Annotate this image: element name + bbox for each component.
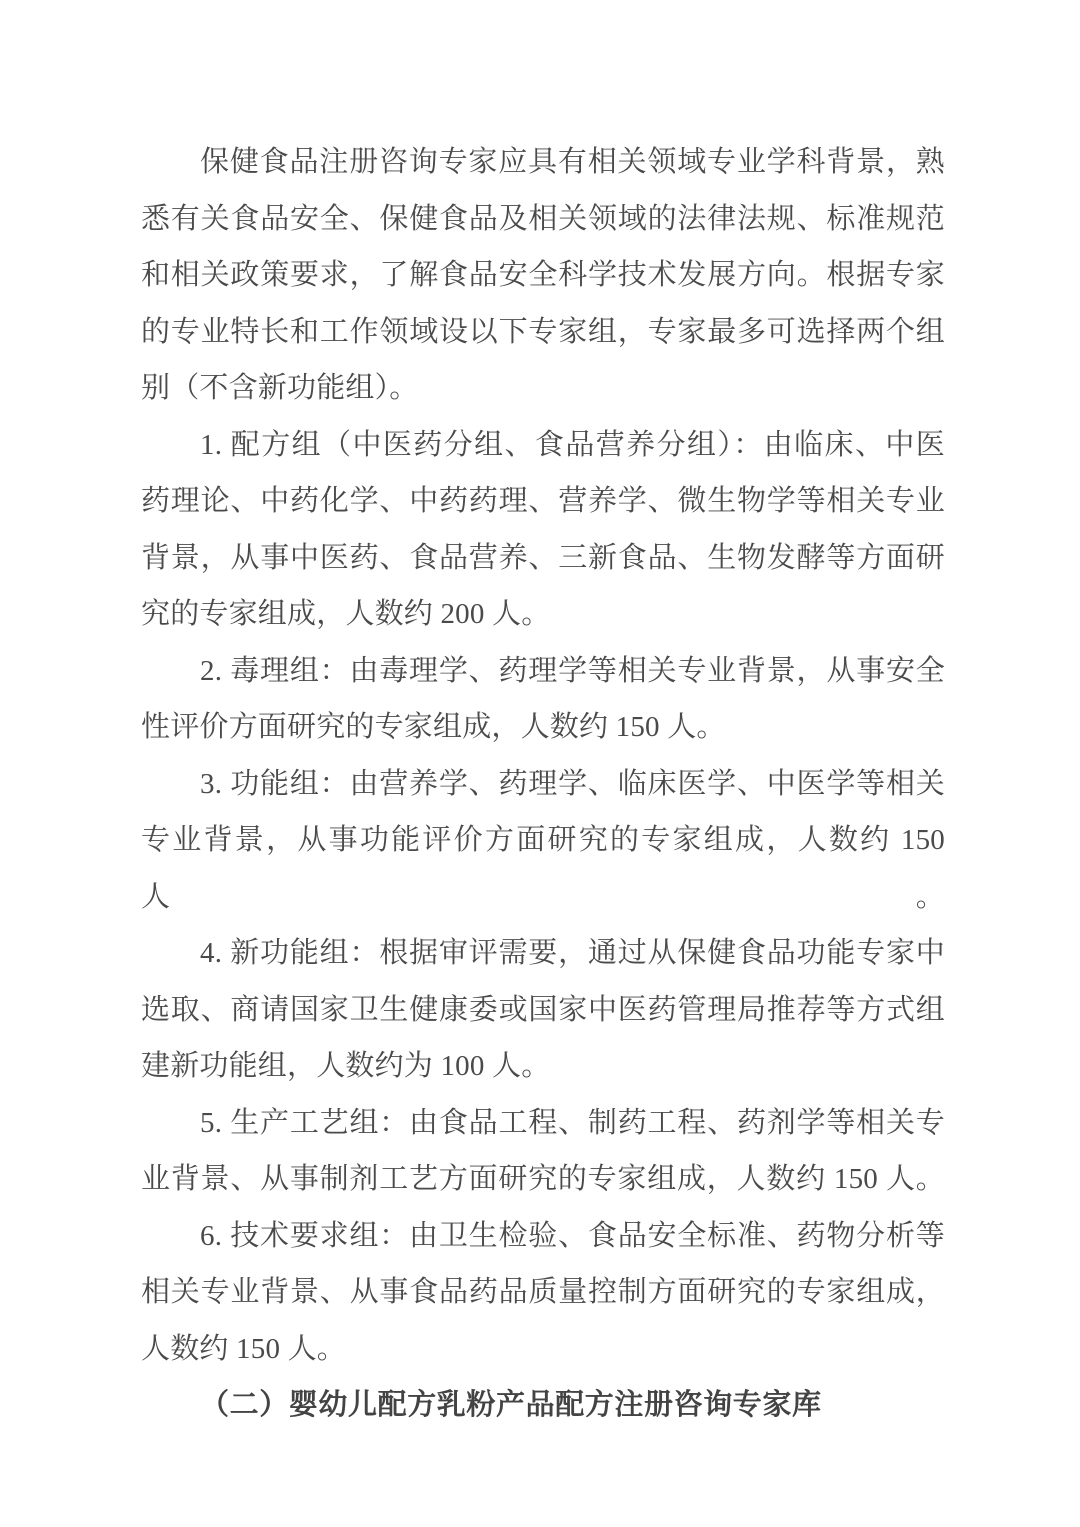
text-line: 保健食品注册咨询专家应具有相关领域专业学科背景，熟	[200, 146, 945, 178]
paragraph-group-3-function	[141, 756, 945, 926]
paragraph-group-6-technical-requirements	[141, 1208, 945, 1378]
text-line: 专业背景，从事功能评价方面研究的专家组成，人数约 150 人。	[141, 824, 945, 913]
text-line: 究的专家组成，人数约 200 人。	[141, 598, 551, 630]
heading-line: （二）婴幼儿配方乳粉产品配方注册咨询专家库	[200, 1389, 822, 1421]
text-line: 人数约 150 人。	[141, 1332, 347, 1365]
text-line: 3. 功能组：由营养学、药理学、临床医学、中医学等相关	[200, 767, 945, 800]
document-body	[141, 134, 945, 1434]
text-line: 建新功能组，人数约为 100 人。	[141, 1050, 551, 1082]
text-line: 相关专业背景、从事食品药品质量控制方面研究的专家组成，	[141, 1276, 945, 1308]
text-line: 5. 生产工艺组：由食品工程、制药工程、药剂学等相关专	[200, 1106, 945, 1139]
text-line: 的专业特长和工作领域设以下专家组，专家最多可选择两个组	[141, 315, 945, 348]
text-line: 背景，从事中医药、食品营养、三新食品、生物发酵等方面研	[141, 541, 945, 574]
paragraph-intro	[141, 134, 945, 417]
paragraph-section-heading-infant-formula-registry	[141, 1377, 945, 1434]
paragraph-group-1-formula	[141, 417, 945, 643]
text-line: 选取、商请国家卫生健康委或国家中医药管理局推荐等方式组	[141, 993, 945, 1026]
text-line: 2. 毒理组：由毒理学、药理学等相关专业背景，从事安全	[200, 654, 945, 687]
text-line: 性评价方面研究的专家组成，人数约 150 人。	[141, 711, 726, 743]
text-line: 悉有关食品安全、保健食品及相关领域的法律法规、标准规范	[141, 202, 945, 235]
text-line: 4. 新功能组：根据审评需要，通过从保健食品功能专家中	[200, 937, 945, 969]
text-line: 6. 技术要求组：由卫生检验、食品安全标准、药物分析等	[200, 1219, 945, 1252]
paragraph-group-2-toxicology	[141, 643, 945, 756]
paragraph-group-5-production-process	[141, 1095, 945, 1208]
paragraph-group-4-new-function	[141, 925, 945, 1095]
text-line: 别（不含新功能组）。	[141, 372, 419, 404]
text-line: 和相关政策要求，了解食品安全科学技术发展方向。根据专家	[141, 259, 945, 291]
text-line: 药理论、中药化学、中药药理、营养学、微生物学等相关专业	[141, 485, 945, 517]
text-line: 1. 配方组（中医药分组、食品营养分组）：由临床、中医	[200, 428, 945, 461]
text-line: 业背景、从事制剂工艺方面研究的专家组成，人数约 150 人。	[141, 1163, 945, 1195]
